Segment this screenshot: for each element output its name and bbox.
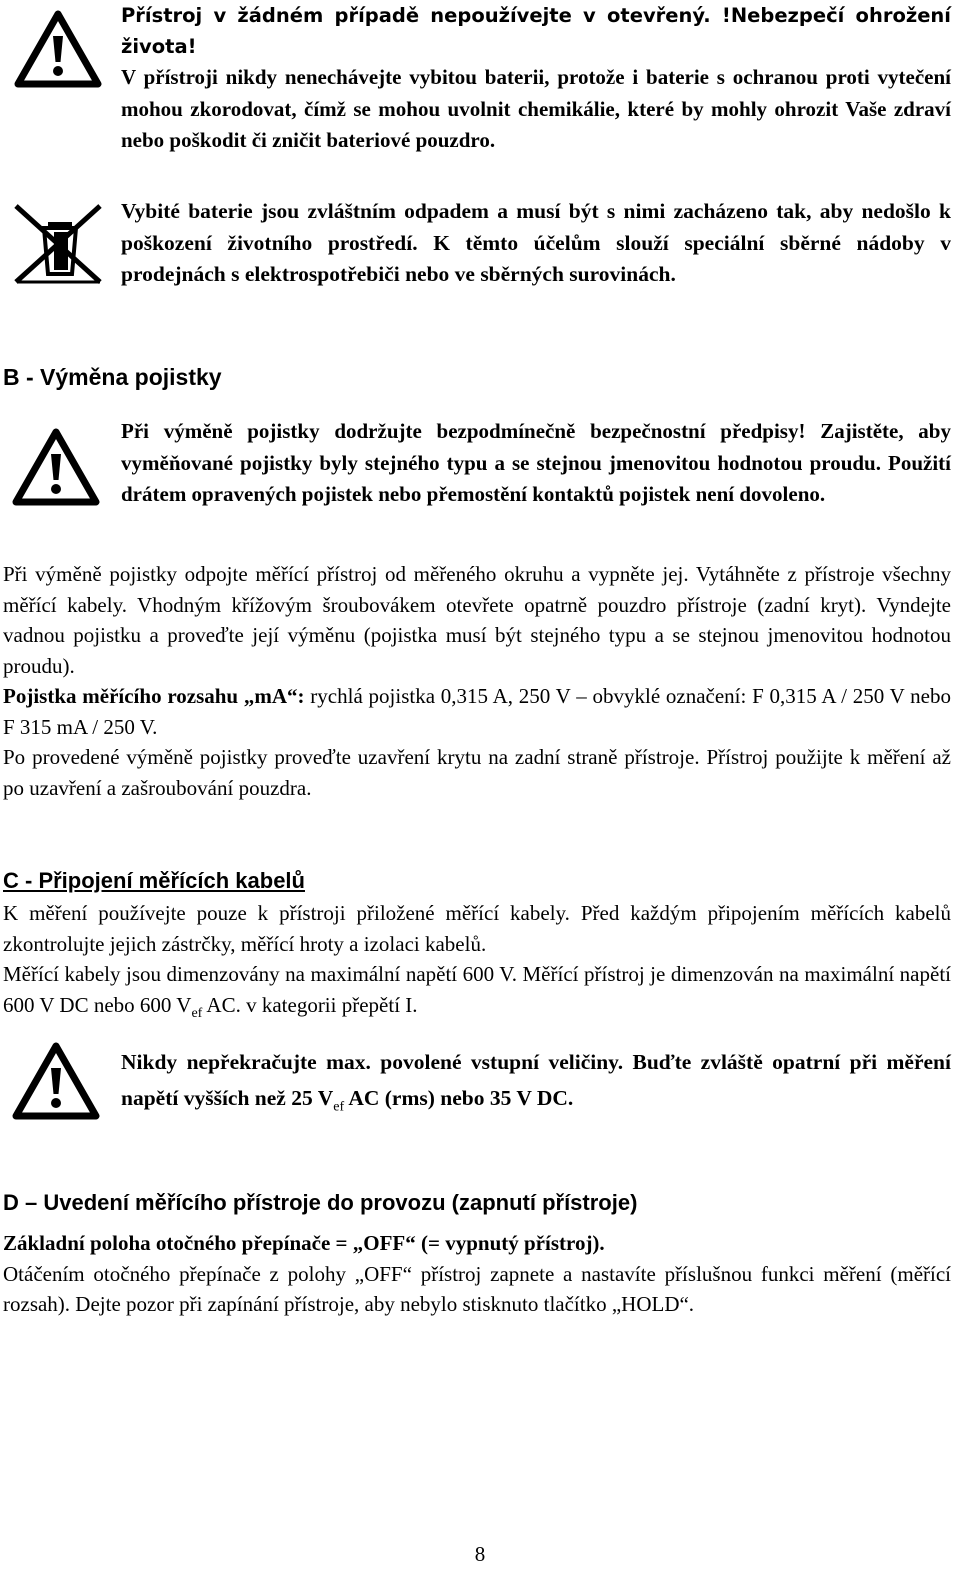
disposal-text: Vybité baterie jsou zvláštním odpadem a musí být s nimi zacházeno tak, aby nedošlo k poškození životního prostředí. K těmto účelům slouží speciální sběrné nádoby v prodejnách s elektrospotřebiči nebo ve sběrných surovinách. [121,199,951,286]
section-d-heading: D – Uvedení měřícího přístroje do provozu (zapnutí přístroje) [3,1190,638,1215]
danger-line: Přístroj v žádném případě nepoužívejte v otevřený. !Nebezpečí ohrožení života! [121,4,951,58]
warning-triangle-icon [12,1042,100,1120]
fuse-spec-text: rychlá pojistka 0,315 A, 250 V – obvyklé označení: F 0,315 A / 250 V nebo F 315 mA / 250 V. [3,684,952,739]
fuse-warning-text: Při výměně pojistky dodržujte bezpodmínečně bezpečnostní předpisy! Zajistěte, aby vyměňované pojistky byly stejného typu a se stejnou jmenovitou hodnotou proudu. Použití drátem opravených pojistek nebo přemostění kontaktů pojistek není dovoleno. [121,419,951,506]
page-number: 8 [474,1542,486,1566]
battery-disposal-note [121,196,951,291]
fuse-replacement-instructions [3,559,951,803]
startup-text [3,1228,951,1320]
fuse-spec-label: Pojistka měřícího rozsahu „mA“: [3,684,305,708]
max-input-warning: Nikdy nepřekračujte max. povolené vstupní veličiny. Buďte zvláště opatrní při měření napětí vyšších než 25 $V_{ef}$ AC (rms) nebo 35 V DC. [121,1050,951,1115]
cable-connection-text [3,898,951,1029]
fuse-para-1: Při výměně pojistky odpojte měřící přístroj od měřeného okruhu a vypněte jej. Vytáhněte z přístroje všechny měřící kabely. Vhodným křížovým šroubovákem otevřete opatrně pouzdro přístroje (zadní kryt). Vyndejte vadnou pojistku a proveďte její výměnu (pojistka musí být stejného typu a se stejnou jmenovitou hodnotou proudu). [3,562,951,678]
cable-para-1: K měření používejte pouze k přístroji přiložené měřící kabely. Před každým připojením měřících kabelů zkontrolujte jejich zástrčky, měřící hroty a izolaci kabelů. [3,901,951,956]
startup-para: Otáčením otočného přepínače z polohy „OFF“ přístroj zapnete a nastavíte příslušnou funkci měření (měřící rozsah). Dejte pozor při zapínání přístroje, aby nebylo stisknuto tlačítko „HOLD“. [3,1261,951,1316]
section-c-heading: C - Připojení měřících kabelů [3,868,305,893]
section-b-heading: B - Výměna pojistky [3,364,222,390]
crossed-bin-icon [10,200,105,285]
battery-leak-warning: V přístroji nikdy nenechávejte vybitou baterii, protože i baterie s ochranou proti vytečení mohou zkorodovat, čímž se mohou uvolnit chemikálie, které by mohly ohrozit Vaše zdraví nebo poškodit či zničit bateriové pouzdro. [121,65,951,152]
cable-para-2: Měřící kabely jsou dimenzovány na maximální napětí 600 V. Měřící přístroj je dimenzován na maximální napětí 600 V DC nebo 600 $V_{ef}$ AC. v kategorii přepětí I. [3,962,951,1021]
warning-triangle-icon [14,10,102,88]
warning-triangle-icon [12,428,100,506]
fuse-safety-warning [121,416,951,511]
battery-warning [121,0,951,157]
default-position-line: Základní poloha otočného přepínače = „OFF“ (= vypnutý přístroj). [3,1231,605,1255]
fuse-para-3: Po provedené výměně pojistky proveďte uzavření krytu na zadní straně přístroje. Přístroj použijte k měření až po uzavření a zašroubování pouzdra. [3,745,951,800]
fuse-para-2 [3,681,951,742]
